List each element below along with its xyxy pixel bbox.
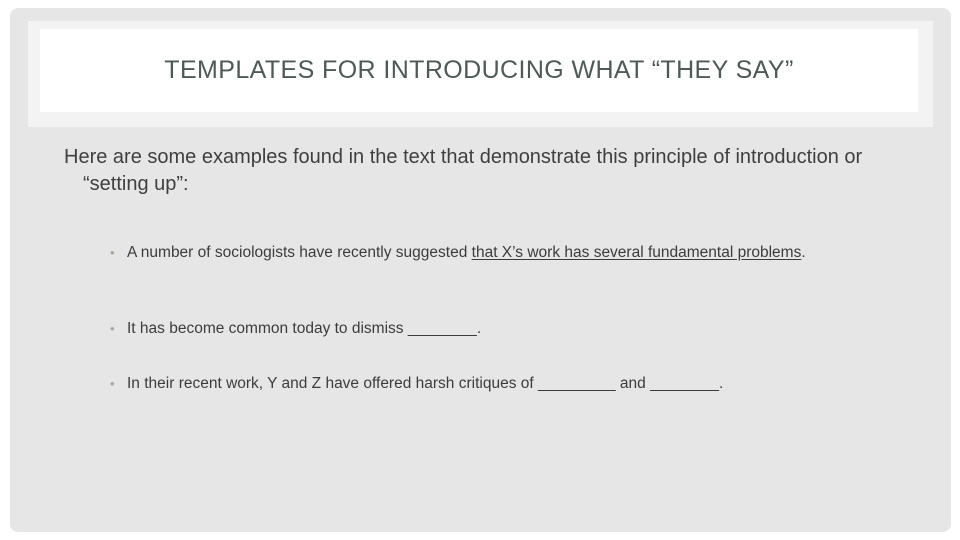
bullet-punctuation: . [476, 320, 482, 337]
bullet-text: In their recent work, Y and Z have offered harsh critiques of [127, 375, 538, 392]
bullet-text: A number of sociologists have recently suggested [127, 244, 472, 261]
title-band [28, 21, 933, 127]
slide [10, 8, 951, 532]
bullet-punctuation: . [719, 375, 724, 392]
bullet-dot-icon: • [110, 245, 115, 260]
bullet-dot-icon: • [110, 321, 115, 336]
underlined-claim: that X’s work has several fundamental problems [471, 244, 802, 261]
blank-line: ________ [407, 320, 477, 337]
blank-line: _________ [537, 375, 616, 392]
bullet-item [110, 373, 723, 394]
title-box [40, 29, 918, 112]
bullet-text: It has become common today to dismiss [127, 320, 408, 337]
blank-line: ________ [650, 375, 720, 392]
intro-paragraph: Here are some examples found in the text that demonstrate this principle of introduction or “setting up”: [64, 146, 863, 195]
slide-title: TEMPLATES FOR INTRODUCING WHAT “THEY SAY” [164, 56, 794, 84]
bullet-punctuation: . [801, 244, 806, 261]
bullet-item [110, 242, 806, 263]
bullet-dot-icon: • [110, 376, 115, 391]
bullet-item [110, 318, 481, 339]
bullet-text: and [615, 375, 651, 392]
